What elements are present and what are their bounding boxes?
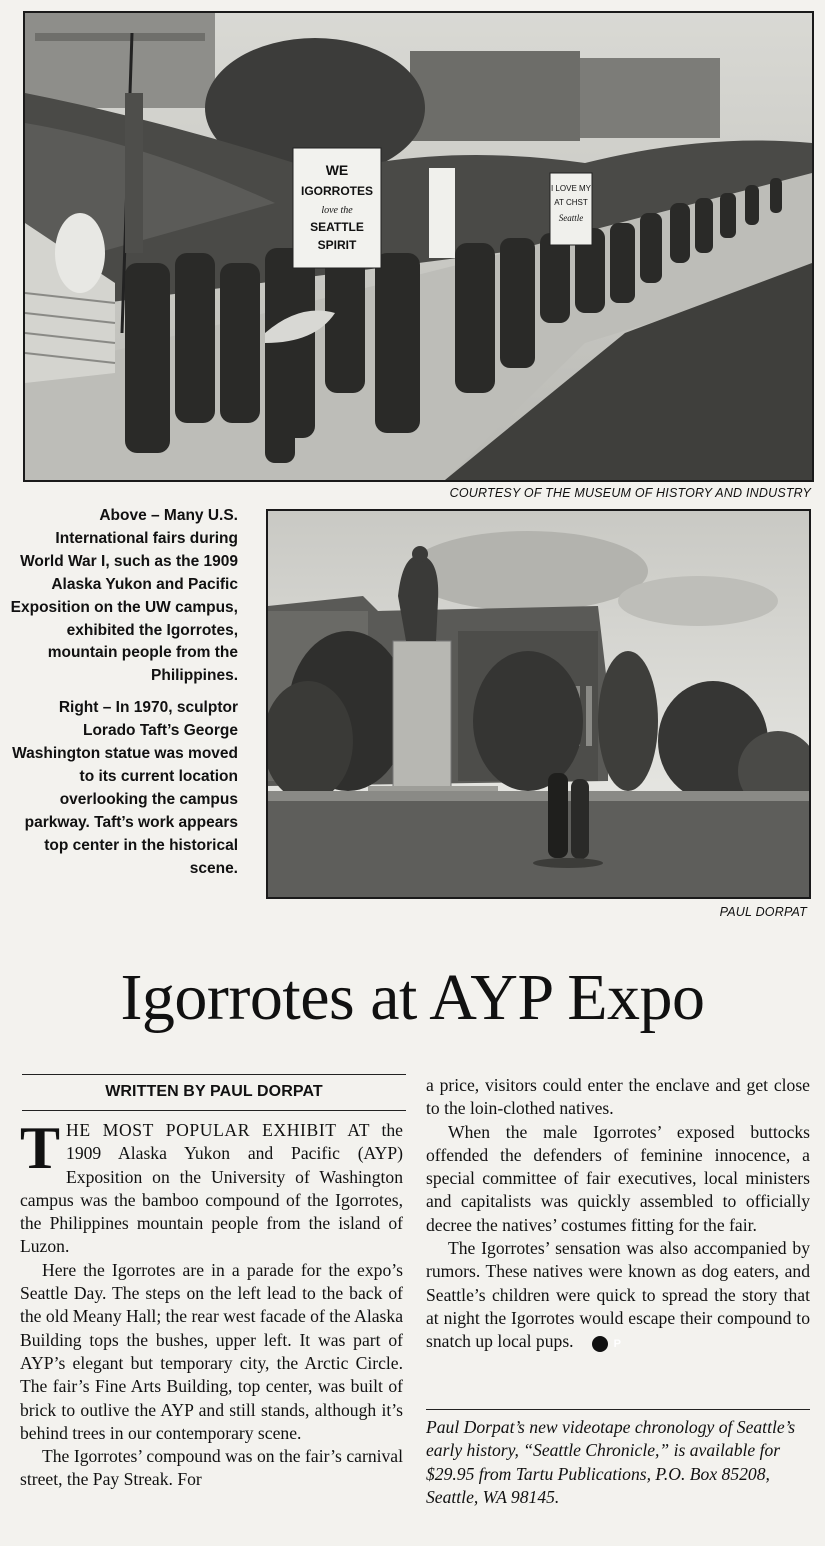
historical-photo [23, 11, 814, 482]
paragraph-4: When the male Igorrotes’ exposed buttocks offended the defenders of feminine innocence, a special committee of fair executives, local ministers and capitalists was quickly assembled to officially decree the natives’ costumes fitting for the fair. [426, 1121, 810, 1235]
photo-captions [8, 505, 238, 890]
svg-text:I LOVE MY: I LOVE MY [550, 184, 592, 193]
parade-sign-we-igorrotes [293, 148, 381, 268]
paragraph-5 [426, 1237, 810, 1353]
article-column-left [20, 1115, 403, 1492]
caption-above: Above – Many U.S. International fairs during World War I, such as the 1909 Alaska Yukon and Pacific Exposition on the UW campus, exhibited the Igorrotes, mountain people from the Philippines. [10, 507, 238, 685]
svg-text:WE: WE [325, 162, 349, 178]
contemporary-photo [266, 509, 811, 899]
dropcap: T [20, 1115, 61, 1181]
svg-text:love the: love the [321, 205, 353, 216]
svg-text:AT CHST: AT CHST [554, 198, 588, 207]
byline: WRITTEN BY PAUL DORPAT [105, 1083, 323, 1100]
historical-photo-scene [25, 13, 812, 480]
paragraph-3-continued: a price, visitors could enter the enclave and get close to the loin-clothed natives. [426, 1075, 810, 1119]
article-headline: Igorrotes at AYP Expo [120, 961, 705, 1034]
paragraph-2: Here the Igorrotes are in a parade for the expo’s Seattle Day. The steps on the left lead to the back of the old Meany Hall; the rear west facade of the Alaska Building tops the bushes, upper left. It was part of AYP’s elegant but temporary city, the Arctic Circle. The fair’s Fine Arts Building, top center, was built of brick to outlive the AYP and still stands, although it’s behind trees in our contemporary scene. [20, 1259, 403, 1443]
paragraph-1-text: the 1909 Alaska Yukon and Pacific (AYP) Exposition on the University of Washington campus was the bamboo compound of the Igorrotes, the Philippines mountain people from the island of Luzon. [20, 1120, 403, 1257]
contemporary-photo-scene [268, 511, 809, 897]
article-column-right [426, 1074, 810, 1354]
byline-rule-top [22, 1074, 406, 1075]
historical-photo-credit: COURTESY OF THE MUSEUM OF HISTORY AND INDUSTRY [449, 486, 811, 500]
promo-rule [426, 1409, 810, 1410]
videotape-promo: Paul Dorpat’s new videotape chronology of Seattle’s early history, “Seattle Chronicle,” is available for $29.95 from Tartu Publications, P.O. Box 85208, Seattle, WA 98145. [426, 1417, 796, 1507]
paragraph-1 [20, 1115, 403, 1259]
svg-text:SEATTLE: SEATTLE [310, 220, 364, 234]
byline-rule-bottom [22, 1110, 406, 1111]
end-mark-icon: P [592, 1336, 608, 1352]
svg-text:Seattle: Seattle [558, 213, 584, 223]
paragraph-5-text: The Igorrotes’ sensation was also accompanied by rumors. These natives were known as dog eaters, and Seattle’s children were quick to spread the story that at night the Igorrotes would escape their compound to snatch up local pups. [426, 1238, 810, 1352]
paragraph-3: The Igorrotes’ compound was on the fair’s carnival street, the Pay Streak. For [20, 1446, 403, 1490]
contemporary-photo-credit: PAUL DORPAT [719, 905, 807, 919]
caption-right: Right – In 1970, sculptor Lorado Taft’s George Washington statue was moved to its current location overlooking the campus parkway. Taft’s work appears top center in the historical scene. [12, 699, 238, 877]
svg-text:SPIRIT: SPIRIT [317, 238, 357, 252]
parade-sign-small [550, 173, 592, 245]
lead-in: HE MOST POPULAR EXHIBIT AT [66, 1120, 371, 1140]
svg-text:IGORROTES: IGORROTES [300, 184, 374, 198]
